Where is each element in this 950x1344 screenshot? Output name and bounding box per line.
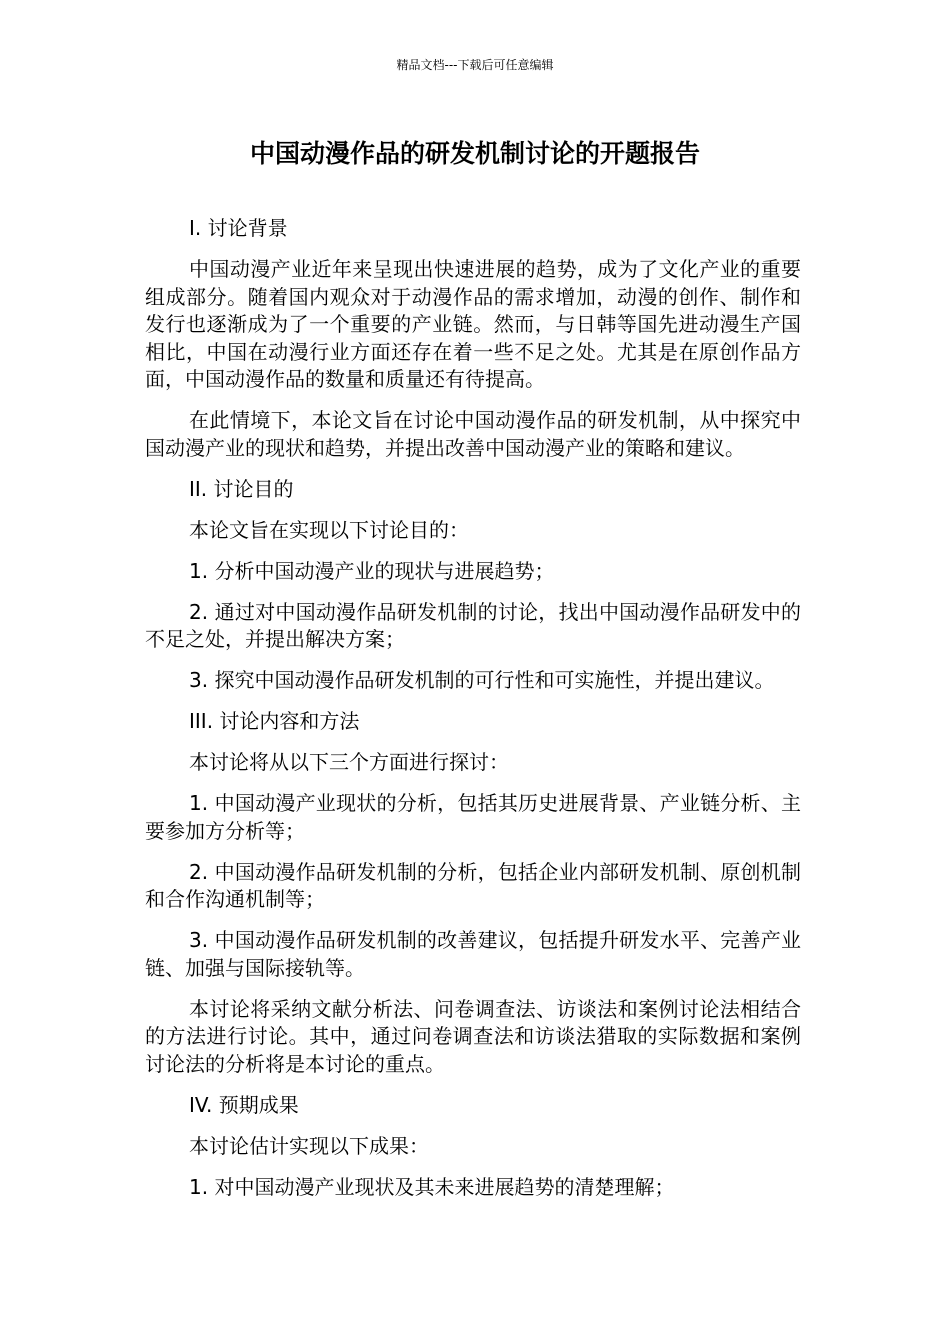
paragraph-background-1: 中国动漫产业近年来呈现出快速进展的趋势，成为了文化产业的重要组成部分。随着国内观众对于动漫作品的需求增加，动漫的创作、制作和发行也逐渐成为了一个重要的产业链。然而，与日韩等国先进动漫生产国相比，中国在动漫行业方面还存在着一些不足之处。尤其是在原创作品方面，中国动漫作品的数量和质量还有待提高。: [145, 257, 801, 391]
list-item-purpose-1: 1. 分析中国动漫产业的现状与进展趋势；: [189, 558, 555, 583]
list-item-purpose-3: 3. 探究中国动漫作品研发机制的可行性和可实施性，并提出建议。: [189, 668, 775, 692]
paragraph-content-intro: 本讨论将从以下三个方面进行探讨：: [189, 750, 509, 774]
paragraph-background-2: 在此情境下，本论文旨在讨论中国动漫作品的研发机制，从中探究中国动漫产业的现状和趋势，并提出改善中国动漫产业的策略和建议。: [145, 408, 801, 460]
list-item-content-2: 2. 中国动漫作品研发机制的分析，包括企业内部研发机制、原创机制和合作沟通机制等；: [145, 859, 801, 911]
paragraph-results-intro: 本讨论估计实现以下成果：: [189, 1133, 429, 1158]
section-heading-content-methods: III. 讨论内容和方法: [189, 709, 360, 733]
section-heading-background: I. 讨论背景: [189, 216, 288, 240]
list-item-purpose-2: 2. 通过对中国动漫作品研发机制的讨论，找出中国动漫作品研发中的不足之处，并提出解决方案；: [145, 599, 801, 651]
list-item-result-1: 1. 对中国动漫产业现状及其未来进展趋势的清楚理解；: [189, 1174, 675, 1199]
list-item-content-1: 1. 中国动漫产业现状的分析，包括其历史进展背景、产业链分析、主要参加方分析等；: [145, 791, 801, 843]
section-heading-expected-results: IV. 预期成果: [189, 1092, 299, 1117]
paragraph-methods: 本讨论将采纳文献分析法、问卷调查法、访谈法和案例讨论法相结合的方法进行讨论。其中，通过问卷调查法和访谈法猎取的实际数据和案例讨论法的分析将是本讨论的重点。: [145, 996, 801, 1076]
paragraph-purpose-intro: 本论文旨在实现以下讨论目的：: [189, 517, 469, 542]
header-note: 精品文档---下载后可任意编辑: [396, 58, 554, 72]
document-body: [145, 215, 801, 1215]
section-heading-purpose: II. 讨论目的: [189, 476, 294, 501]
document-title: 中国动漫作品的研发机制讨论的开题报告: [249, 139, 700, 168]
list-item-content-3: 3. 中国动漫作品研发机制的改善建议，包括提升研发水平、完善产业链、加强与国际接轨等。: [145, 928, 801, 980]
